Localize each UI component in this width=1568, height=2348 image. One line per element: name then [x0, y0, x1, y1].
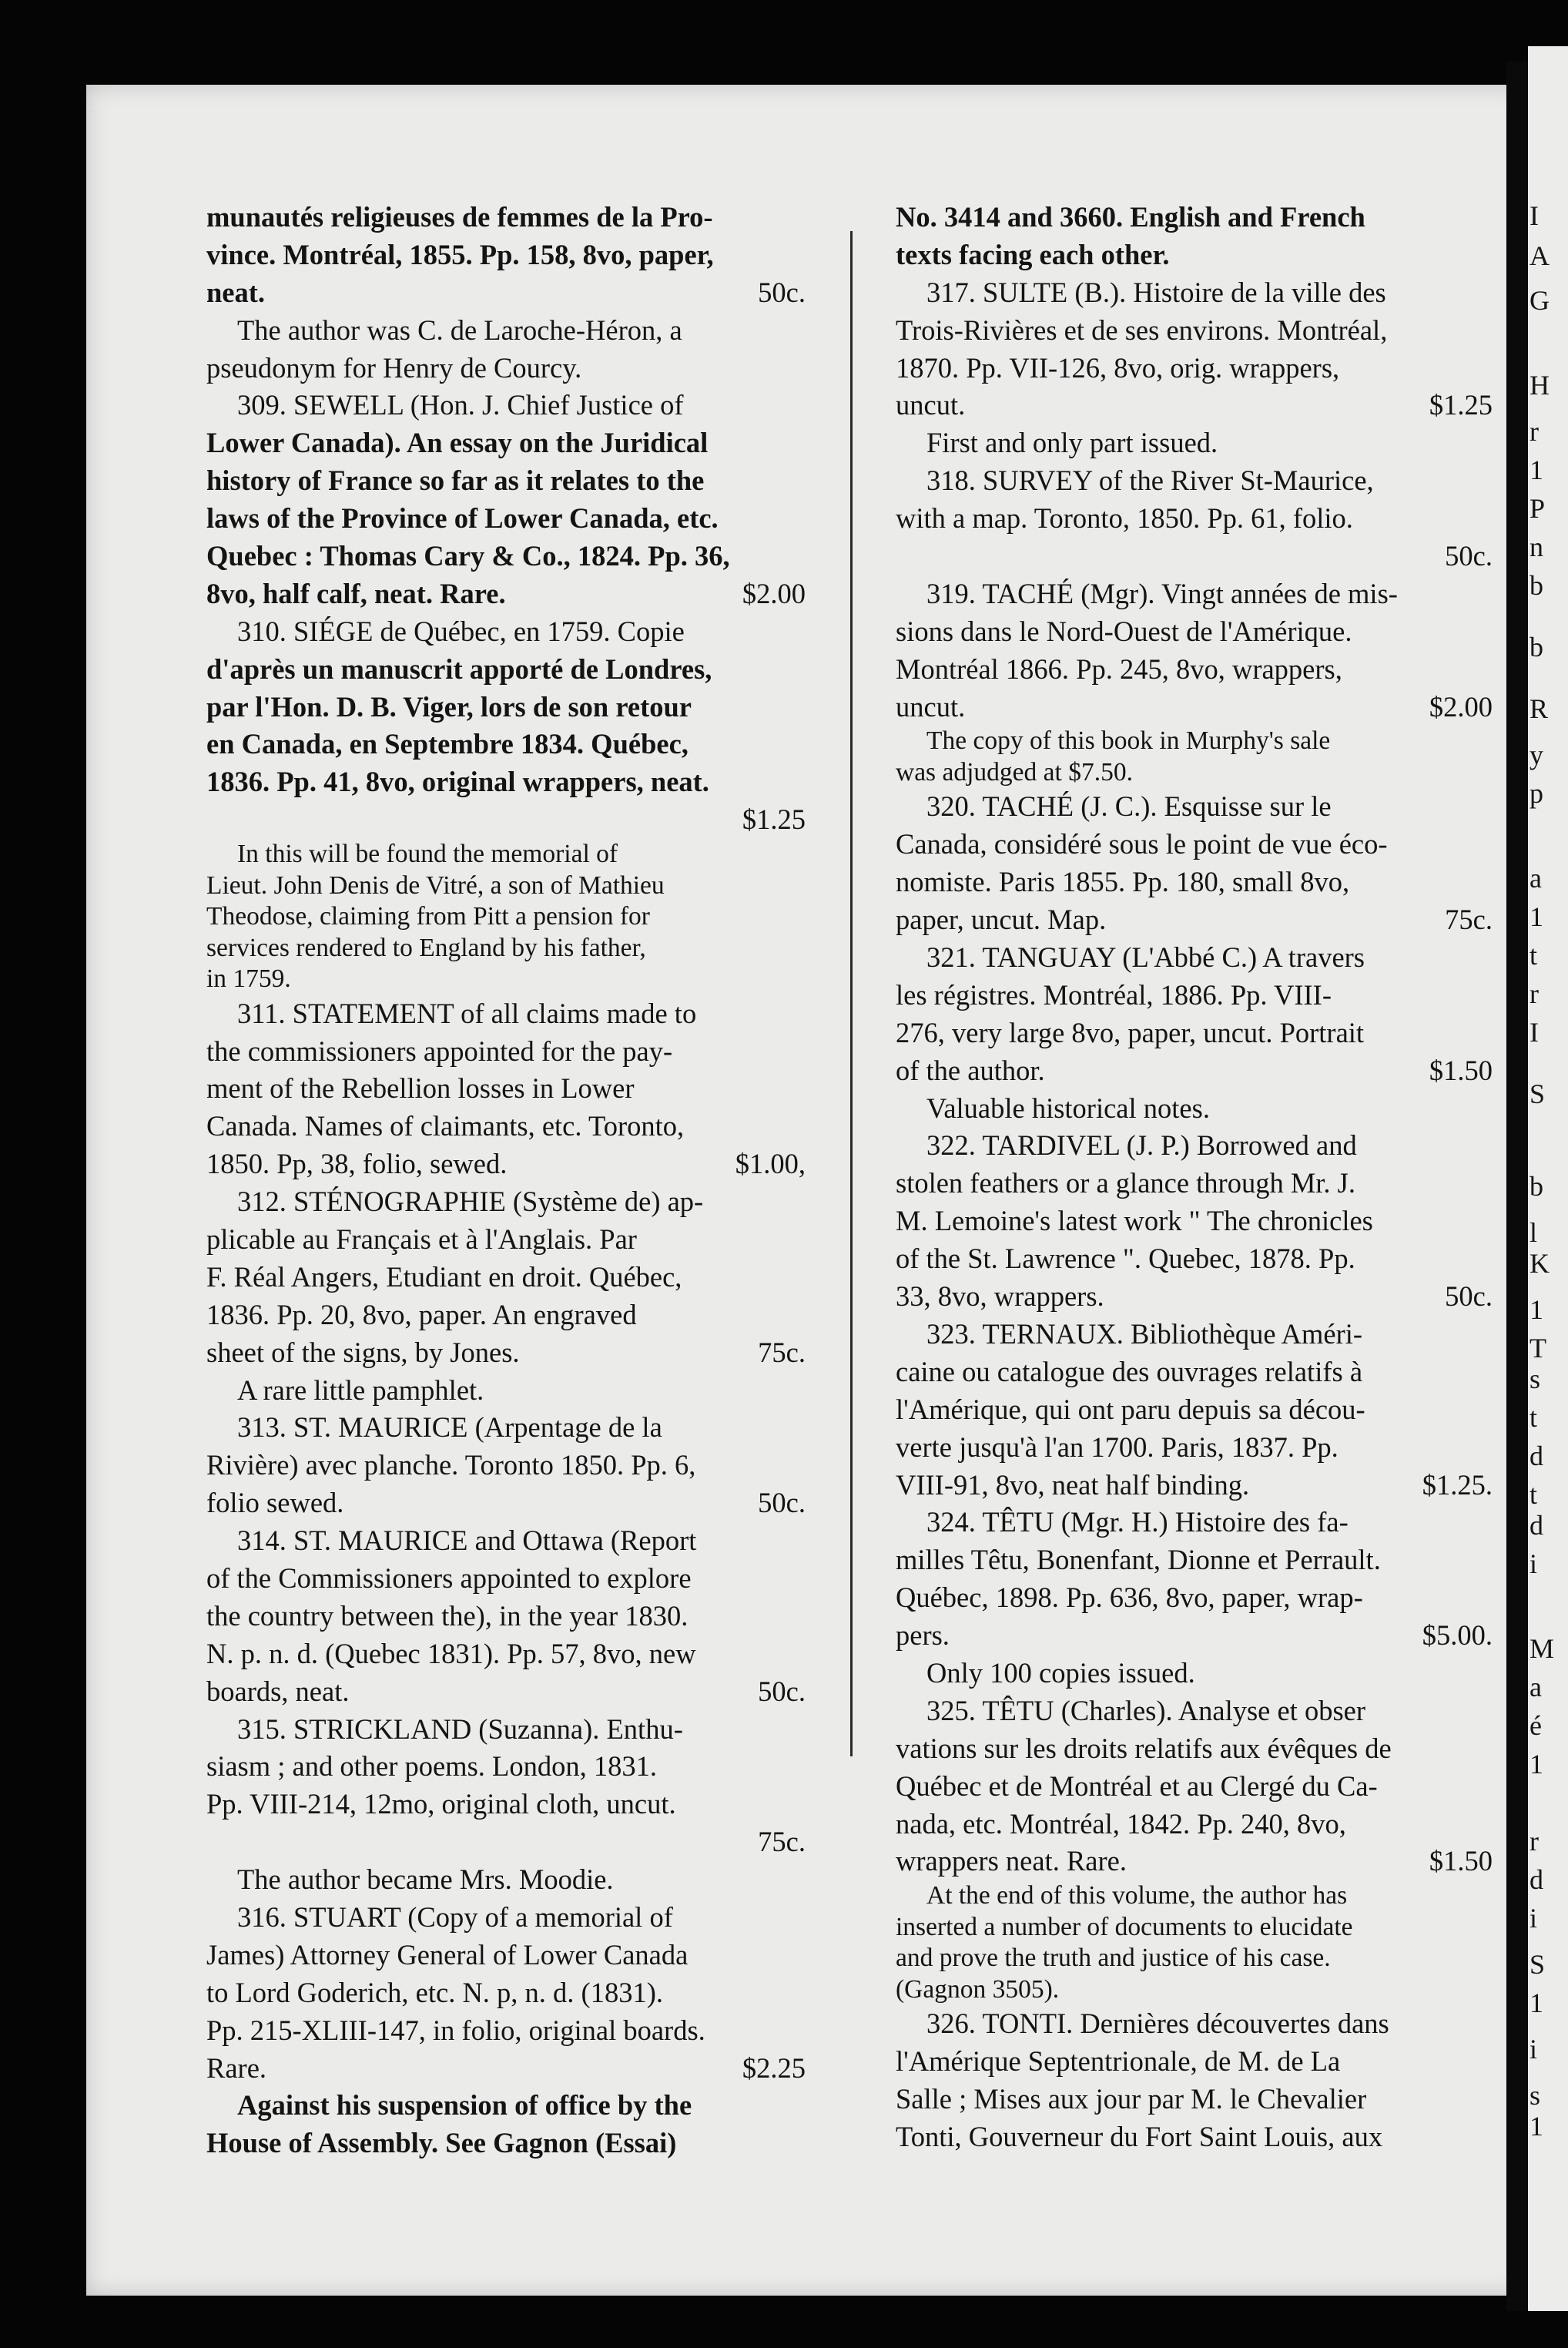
line-text: (Gagnon 3505). — [896, 1974, 1060, 2004]
line-text: 310. SIÉGE de Québec, en 1759. Copie — [237, 615, 685, 647]
line-text: Only 100 copies issued. — [926, 1656, 1195, 1689]
text-line — [896, 1943, 1493, 1974]
text-line — [896, 1579, 1493, 1617]
price-label: $1.50 — [1429, 1845, 1493, 1877]
line-text: N. p. n. d. (Quebec 1831). Pp. 57, 8vo, new — [206, 1637, 696, 1669]
text-line — [896, 274, 1493, 312]
text-line — [206, 801, 806, 839]
price-label: 50c. — [758, 276, 806, 308]
line-text: 8vo, half calf, neat. Rare. — [206, 577, 506, 609]
text-line — [206, 689, 806, 726]
line-text: Pp. 215-XLIII-147, in folio, original boards. — [206, 2014, 705, 2046]
line-text: inserted a number of documents to elucidate — [896, 1912, 1353, 1941]
facing-page-fragment: P — [1529, 493, 1546, 524]
line-text: 313. ST. MAURICE (Arpentage de la — [237, 1411, 662, 1444]
text-line — [896, 757, 1493, 789]
text-line — [206, 274, 806, 312]
facing-page-fragment: b — [1529, 1171, 1543, 1202]
facing-page-fragment: s — [1529, 2080, 1541, 2111]
line-text: The author became Mrs. Moodie. — [237, 1863, 614, 1896]
price-label: 50c. — [1445, 540, 1493, 572]
text-line — [206, 726, 806, 763]
facing-page-fragment: T — [1529, 1333, 1546, 1364]
right-column — [896, 199, 1493, 2156]
text-line — [896, 1880, 1493, 1912]
price-label: $1.25 — [742, 803, 806, 836]
line-text: stolen feathers or a glance through Mr. J. — [896, 1167, 1356, 1199]
text-line — [206, 1409, 806, 1447]
text-line — [206, 1108, 806, 1145]
price-label: $1.50 — [1429, 1054, 1493, 1086]
line-text: 33, 8vo, wrappers. — [896, 1280, 1104, 1313]
line-text: vations sur les droits relatifs aux évêques de — [896, 1732, 1392, 1764]
line-text: munautés religieuses de femmes de la Pro- — [206, 201, 713, 233]
facing-page-fragment: i — [1529, 1548, 1538, 1579]
facing-page-fragment: I — [1529, 1017, 1539, 1048]
line-text: of the author. — [896, 1054, 1045, 1086]
text-line — [206, 964, 806, 995]
line-text: les régistres. Montréal, 1886. Pp. VIII- — [896, 978, 1332, 1011]
book-gutter — [1506, 62, 1528, 2311]
text-line — [896, 826, 1493, 864]
line-text: wrappers neat. Rare. — [896, 1845, 1127, 1877]
line-text: paper, uncut. Map. — [896, 904, 1107, 936]
text-line — [206, 424, 806, 462]
line-text: 314. ST. MAURICE and Ottawa (Report — [237, 1525, 697, 1557]
line-text: Rivière) avec planche. Toronto 1850. Pp. 6, — [206, 1449, 696, 1481]
text-line — [206, 2087, 806, 2125]
text-line — [896, 1240, 1493, 1278]
price-label: $5.00. — [1422, 1619, 1493, 1652]
price-label: $1.00, — [735, 1148, 806, 1180]
facing-page-fragment: t — [1529, 1479, 1538, 1510]
line-text: 320. TACHÉ (J. C.). Esquisse sur le — [926, 790, 1332, 823]
text-line — [206, 1145, 806, 1183]
price-label: 50c. — [1445, 1280, 1493, 1313]
line-text: The copy of this book in Murphy's sale — [926, 726, 1331, 756]
line-text: 324. TÊTU (Mgr. H.) Histoire des fa- — [926, 1506, 1349, 1538]
text-line — [206, 2125, 806, 2162]
text-line — [206, 236, 806, 274]
facing-page-fragment: 1 — [1529, 901, 1543, 932]
line-text: 322. TARDIVEL (J. P.) Borrowed and — [926, 1129, 1357, 1162]
text-line — [896, 1203, 1493, 1240]
facing-page-fragment: s — [1529, 1364, 1541, 1394]
line-text: Pp. VIII-214, 12mo, original cloth, uncut. — [206, 1788, 676, 1820]
text-line — [896, 1730, 1493, 1768]
facing-page-fragment: r — [1529, 416, 1539, 447]
line-text: Canada, considéré sous le point de vue éco- — [896, 828, 1388, 860]
line-text: 323. TERNAUX. Bibliothèque Améri- — [926, 1317, 1363, 1350]
line-text: 326. TONTI. Dernières découvertes dans — [926, 2008, 1389, 2040]
line-text: Lieut. John Denis de Vitré, a son of Mathieu — [206, 870, 665, 900]
line-text: In this will be found the memorial of — [237, 840, 618, 869]
text-line — [896, 236, 1493, 274]
text-line — [206, 387, 806, 424]
text-line — [896, 1353, 1493, 1391]
text-line — [896, 1843, 1493, 1880]
line-text: 1836. Pp. 20, 8vo, paper. An engraved — [206, 1298, 637, 1330]
text-line — [206, 1823, 806, 1861]
facing-page-fragment: é — [1529, 1710, 1542, 1741]
text-line — [896, 575, 1493, 613]
facing-page-fragment: d — [1529, 1510, 1543, 1541]
text-line — [206, 1447, 806, 1484]
line-text: A rare little pamphlet. — [237, 1374, 484, 1406]
price-label: $2.25 — [742, 2051, 806, 2084]
text-line — [896, 651, 1493, 689]
text-line — [896, 788, 1493, 826]
line-text: l'Amérique Septentrionale, de M. de La — [896, 2045, 1341, 2078]
facing-page-fragment: t — [1529, 940, 1538, 971]
facing-page-fragment: 1 — [1529, 455, 1543, 485]
text-line — [896, 613, 1493, 651]
text-line — [896, 1617, 1493, 1655]
text-line — [206, 1522, 806, 1560]
line-text: l'Amérique, qui ont paru depuis sa décou- — [896, 1393, 1365, 1425]
facing-page-fragment: b — [1529, 570, 1543, 601]
text-line — [206, 1899, 806, 1937]
line-text: The author was C. de Laroche-Héron, a — [237, 314, 682, 346]
line-text: sheet of the signs, by Jones. — [206, 1336, 520, 1368]
text-line — [896, 2043, 1493, 2081]
price-label: 75c. — [758, 1826, 806, 1858]
price-label: 75c. — [1445, 904, 1493, 936]
line-text: par l'Hon. D. B. Viger, lors de son retour — [206, 690, 692, 723]
column-rule — [850, 231, 853, 1756]
text-line — [896, 1806, 1493, 1843]
line-text: James) Attorney General of Lower Canada — [206, 1938, 689, 1971]
facing-page-fragment: i — [1529, 2034, 1538, 2065]
text-line — [206, 1221, 806, 1259]
line-text: No. 3414 and 3660. English and French — [896, 201, 1365, 233]
text-line — [896, 726, 1493, 757]
line-text: Montréal 1866. Pp. 245, 8vo, wrappers, — [896, 652, 1342, 685]
line-text: history of France so far as it relates to the — [206, 465, 705, 497]
line-text: the country between the), in the year 1830. — [206, 1599, 689, 1632]
line-text: First and only part issued. — [926, 427, 1218, 459]
facing-page-fragment: 1 — [1529, 1294, 1543, 1325]
line-text: was adjudged at $7.50. — [896, 757, 1133, 787]
line-text: At the end of this volume, the author has — [926, 1881, 1348, 1910]
text-line — [896, 424, 1493, 462]
facing-page-fragment: l — [1529, 1217, 1538, 1248]
text-line — [896, 1467, 1493, 1504]
line-text: Québec et de Montréal et au Clergé du Ca- — [896, 1769, 1378, 1802]
text-line — [896, 1052, 1493, 1090]
facing-page-fragment: A — [1529, 240, 1550, 271]
line-text: uncut. — [896, 690, 966, 723]
text-line — [206, 1748, 806, 1786]
facing-page-fragment: d — [1529, 1441, 1543, 1471]
text-line — [206, 1635, 806, 1673]
facing-page-fragment: y — [1529, 740, 1543, 770]
text-line — [206, 763, 806, 801]
facing-page-edge — [1528, 46, 1568, 2311]
line-text: boards, neat. — [206, 1675, 350, 1707]
line-text: with a map. Toronto, 1850. Pp. 61, folio. — [896, 502, 1353, 535]
text-line — [206, 500, 806, 538]
text-line — [896, 939, 1493, 977]
text-line — [896, 1165, 1493, 1203]
left-column — [206, 199, 806, 2162]
text-line — [896, 901, 1493, 939]
line-text: 309. SEWELL (Hon. J. Chief Justice of — [237, 389, 684, 421]
text-line — [206, 839, 806, 870]
text-line — [206, 933, 806, 964]
line-text: Salle ; Mises aux jour par M. le Chevalier — [896, 2083, 1367, 2115]
facing-page-fragment: b — [1529, 632, 1543, 662]
line-text: of the Commissioners appointed to explore — [206, 1562, 692, 1594]
line-text: 315. STRICKLAND (Suzanna). Enthu- — [237, 1712, 683, 1745]
text-line — [206, 1259, 806, 1296]
text-line — [896, 350, 1493, 387]
facing-page-fragment: K — [1529, 1248, 1550, 1279]
line-text: Trois-Rivières et de ses environs. Montréal, — [896, 314, 1388, 346]
line-text: 321. TANGUAY (L'Abbé C.) A travers — [926, 941, 1365, 974]
text-line — [896, 1504, 1493, 1541]
text-line — [206, 1937, 806, 1974]
line-text: nada, etc. Montréal, 1842. Pp. 240, 8vo, — [896, 1807, 1346, 1840]
text-line — [896, 977, 1493, 1015]
line-text: laws of the Province of Lower Canada, etc. — [206, 502, 719, 535]
text-line — [206, 350, 806, 387]
line-text: neat. — [206, 276, 266, 308]
line-text: 317. SULTE (B.). Histoire de la ville des — [926, 276, 1386, 308]
text-line — [206, 995, 806, 1033]
text-line — [206, 1296, 806, 1334]
line-text: Canada. Names of claimants, etc. Toronto, — [206, 1110, 685, 1142]
line-text: the commissioners appointed for the pay- — [206, 1035, 673, 1067]
line-text: sions dans le Nord-Ouest de l'Amérique. — [896, 615, 1352, 647]
line-text: and prove the truth and justice of his case. — [896, 1944, 1331, 1973]
facing-page-fragment: 1 — [1529, 1987, 1543, 2018]
text-line — [206, 1673, 806, 1711]
facing-page-fragment: I — [1529, 200, 1539, 231]
price-label: 50c. — [758, 1675, 806, 1707]
facing-page-fragment: 1 — [1529, 1749, 1543, 1779]
line-text: texts facing each other. — [896, 238, 1170, 270]
text-line — [896, 864, 1493, 901]
line-text: M. Lemoine's latest work " The chronicles — [896, 1205, 1373, 1237]
line-text: Theodose, claiming from Pitt a pension for — [206, 902, 650, 931]
line-text: 319. TACHÉ (Mgr). Vingt années de mis- — [926, 577, 1398, 609]
line-text: pers. — [896, 1619, 950, 1652]
text-line — [896, 1278, 1493, 1316]
line-text: F. Réal Angers, Etudiant en droit. Québec, — [206, 1260, 682, 1293]
line-text: services rendered to England by his father, — [206, 933, 646, 962]
line-text: siasm ; and other poems. London, 1831. — [206, 1750, 657, 1783]
text-line — [896, 538, 1493, 575]
price-label: $2.00 — [742, 577, 806, 609]
text-line — [896, 199, 1493, 236]
line-text: caine ou catalogue des ouvrages relatifs à — [896, 1355, 1363, 1387]
line-text: folio sewed. — [206, 1487, 344, 1519]
line-text: House of Assembly. See Gagnon (Essai) — [206, 2127, 677, 2159]
price-label: 50c. — [758, 1487, 806, 1519]
line-text: 1870. Pp. VII-126, 8vo, orig. wrappers, — [896, 351, 1340, 384]
price-label: 75c. — [758, 1336, 806, 1368]
text-line — [206, 870, 806, 902]
line-text: d'après un manuscrit apporté de Londres, — [206, 652, 712, 685]
text-line — [206, 2012, 806, 2050]
text-line — [206, 1372, 806, 1410]
facing-page-fragment: p — [1529, 778, 1543, 809]
text-line — [896, 1015, 1493, 1052]
text-line — [896, 689, 1493, 726]
line-text: uncut. — [896, 389, 966, 421]
line-text: Lower Canada). An essay on the Juridical — [206, 427, 709, 459]
text-line — [206, 199, 806, 236]
text-line — [896, 1912, 1493, 1944]
text-line — [896, 2005, 1493, 2043]
text-line — [206, 538, 806, 575]
text-line — [896, 2118, 1493, 2156]
text-line — [896, 1391, 1493, 1429]
text-line — [896, 1316, 1493, 1353]
line-text: Québec, 1898. Pp. 636, 8vo, paper, wrap- — [896, 1582, 1363, 1614]
text-line — [896, 1655, 1493, 1692]
facing-page-fragment: t — [1529, 1402, 1538, 1433]
line-text: 318. SURVEY of the River St-Maurice, — [926, 465, 1374, 497]
facing-page-fragment: d — [1529, 1864, 1543, 1895]
facing-page-fragment: G — [1529, 285, 1550, 316]
line-text: milles Têtu, Bonenfant, Dionne et Perrault. — [896, 1544, 1381, 1576]
facing-page-fragment: S — [1529, 1949, 1546, 1980]
line-text: 311. STATEMENT of all claims made to — [237, 997, 697, 1029]
line-text: of the St. Lawrence ". Quebec, 1878. Pp. — [896, 1243, 1355, 1275]
text-line — [896, 2081, 1493, 2118]
line-text: 312. STÉNOGRAPHIE (Système de) ap- — [237, 1186, 704, 1218]
line-text: in 1759. — [206, 964, 291, 994]
facing-page-fragment: a — [1529, 863, 1542, 894]
line-text: ment of the Rebellion losses in Lower — [206, 1072, 635, 1105]
text-line — [206, 901, 806, 933]
line-text: VIII-91, 8vo, neat half binding. — [896, 1468, 1250, 1501]
text-line — [206, 613, 806, 651]
price-label: $1.25 — [1429, 389, 1493, 421]
facing-page-fragment: r — [1529, 978, 1539, 1009]
text-line — [206, 1598, 806, 1635]
line-text: Valuable historical notes. — [926, 1092, 1210, 1124]
text-line — [206, 1070, 806, 1108]
text-line — [206, 1786, 806, 1823]
text-line — [206, 1033, 806, 1071]
text-line — [206, 1484, 806, 1522]
line-text: 1836. Pp. 41, 8vo, original wrappers, neat. — [206, 766, 709, 798]
text-line — [896, 312, 1493, 350]
facing-page-fragment: i — [1529, 1903, 1538, 1934]
text-line — [206, 1183, 806, 1221]
facing-page-fragment: S — [1529, 1078, 1546, 1109]
line-text: en Canada, en Septembre 1834. Québec, — [206, 728, 689, 760]
text-line — [896, 1429, 1493, 1467]
price-label: $1.25. — [1422, 1468, 1493, 1501]
text-line — [206, 1334, 806, 1372]
line-text: Rare. — [206, 2051, 267, 2084]
line-text: Tonti, Gouverneur du Fort Saint Louis, aux — [896, 2120, 1383, 2152]
text-line — [896, 1090, 1493, 1128]
line-text: 316. STUART (Copy of a memorial of — [237, 1901, 673, 1934]
price-label: $2.00 — [1429, 690, 1493, 723]
text-line — [206, 312, 806, 350]
line-text: plicable au Français et à l'Anglais. Par — [206, 1223, 637, 1255]
line-text: 276, very large 8vo, paper, uncut. Portrait — [896, 1016, 1365, 1048]
facing-page-fragment: H — [1529, 370, 1550, 401]
text-line — [206, 651, 806, 689]
facing-page-fragment: n — [1529, 532, 1543, 562]
line-text: to Lord Goderich, etc. N. p, n. d. (1831). — [206, 1976, 663, 2008]
text-line — [896, 462, 1493, 500]
text-line — [896, 387, 1493, 424]
line-text: verte jusqu'à l'an 1700. Paris, 1837. Pp. — [896, 1431, 1338, 1463]
line-text: Against his suspension of office by the — [237, 2089, 692, 2122]
line-text: Quebec : Thomas Cary & Co., 1824. Pp. 36, — [206, 540, 730, 572]
facing-page-fragment: a — [1529, 1672, 1542, 1702]
line-text: nomiste. Paris 1855. Pp. 180, small 8vo, — [896, 866, 1350, 898]
facing-page-fragment: r — [1529, 1826, 1539, 1857]
text-line — [206, 1560, 806, 1598]
text-line — [896, 1768, 1493, 1806]
text-line — [206, 575, 806, 613]
text-line — [896, 1541, 1493, 1579]
text-line — [206, 2050, 806, 2088]
line-text: 1850. Pp, 38, folio, sewed. — [206, 1148, 508, 1180]
line-text: 325. TÊTU (Charles). Analyse et obser — [926, 1694, 1366, 1726]
text-line — [896, 1974, 1493, 2006]
text-line — [896, 1127, 1493, 1165]
text-line — [206, 1974, 806, 2012]
text-line — [896, 1692, 1493, 1730]
line-text: pseudonym for Henry de Courcy. — [206, 351, 582, 384]
text-line — [206, 462, 806, 500]
text-line — [896, 500, 1493, 538]
facing-page-fragment: R — [1529, 693, 1549, 724]
line-text: vince. Montréal, 1855. Pp. 158, 8vo, paper, — [206, 238, 714, 270]
text-line — [206, 1711, 806, 1749]
facing-page-fragment: M — [1529, 1633, 1555, 1664]
facing-page-fragment: 1 — [1529, 2111, 1543, 2142]
text-line — [206, 1861, 806, 1899]
